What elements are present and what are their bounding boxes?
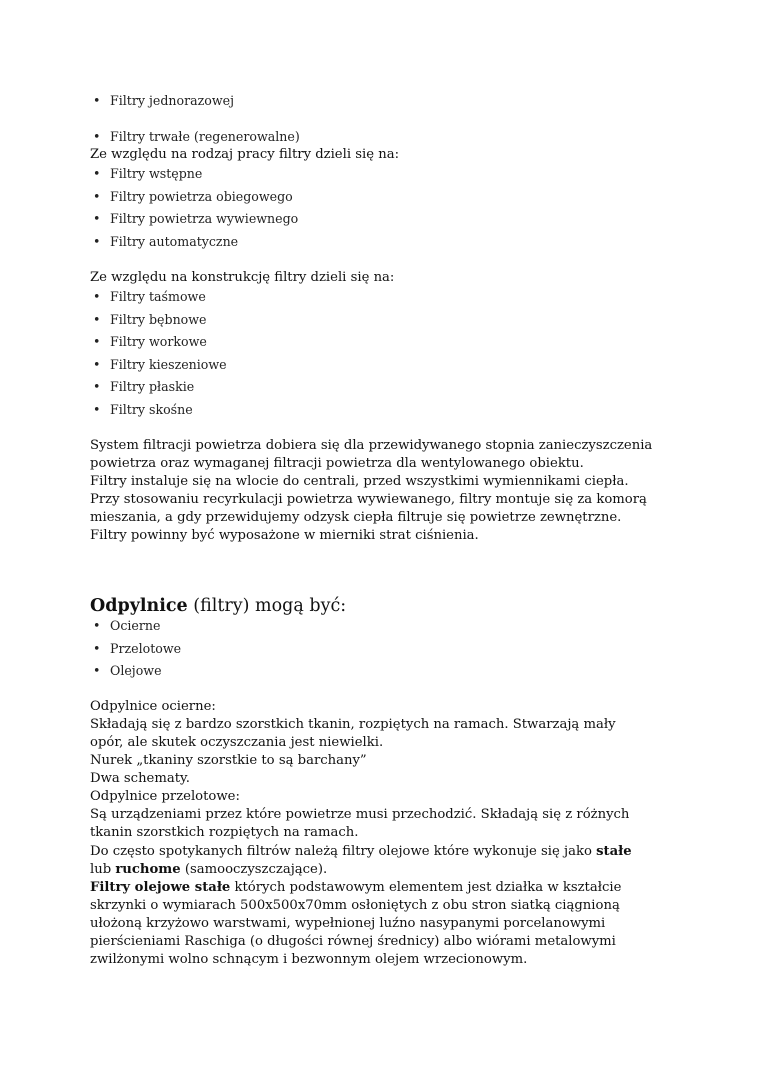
list-item [93, 288, 206, 306]
list-item-text: Filtry powietrza obiegowego [110, 189, 293, 204]
section-heading-rest: (filtry) mogą być: [187, 596, 347, 616]
bullet-icon: • [93, 289, 101, 304]
text-run: (samooczyszczające). [180, 862, 328, 877]
list-item [93, 311, 207, 329]
paragraph-line: Filtry powinny być wyposażone w mierniki strat ciśnienia. [90, 528, 479, 543]
paragraph-line: powietrza oraz wymaganej filtracji powietrza dla wentylowanego obiektu. [90, 456, 584, 471]
paragraph-line: Przy stosowaniu recyrkulacji powietrza wywiewanego, filtry montuje się za komorą [90, 492, 647, 507]
paragraph-line: Filtry instaluje się na wlocie do centrali, przed wszystkimi wymiennikami ciepła. [90, 474, 629, 489]
bullet-icon: • [93, 211, 101, 226]
paragraph-line [90, 843, 632, 861]
bullet-icon: • [93, 312, 101, 327]
paragraph-line: Odpylnice przelotowe: [90, 789, 240, 804]
list-item [93, 210, 298, 228]
list-item [93, 401, 193, 419]
list-item [93, 233, 238, 251]
bullet-icon: • [93, 379, 101, 394]
list-item-text: Filtry taśmowe [110, 289, 206, 304]
list-item [93, 128, 300, 146]
section-heading [90, 595, 346, 617]
list-item [93, 165, 202, 183]
list-item-text: Filtry automatyczne [110, 234, 239, 249]
paragraph-line: Składają się z bardzo szorstkich tkanin, rozpiętych na ramach. Stwarzają mały [90, 717, 616, 732]
section-heading-bold: Odpylnice [90, 596, 188, 616]
list-item-text: Ocierne [110, 618, 161, 633]
list-item-text: Filtry skośne [110, 402, 193, 417]
list-item-text: Filtry płaskie [110, 379, 195, 394]
paragraph-line [90, 879, 621, 897]
list-item-text: Filtry workowe [110, 334, 207, 349]
paragraph-line [90, 861, 327, 879]
paragraph-line: mieszania, a gdy przewidujemy odzysk ciepła filtruje się powietrze zewnętrzne. [90, 510, 622, 525]
list-item-text: Filtry wstępne [110, 166, 203, 181]
list-item [93, 640, 181, 658]
text-run: których podstawowym elementem jest działka w kształcie [230, 880, 622, 895]
bold-text-run: Filtry olejowe stałe [90, 880, 231, 895]
bullet-icon: • [93, 93, 101, 108]
list-item-text: Przelotowe [110, 641, 182, 656]
list-item [93, 188, 293, 206]
list-item [93, 92, 234, 110]
list-item-text: Filtry bębnowe [110, 312, 207, 327]
paragraph-line: opór, ale skutek oczyszczania jest niewielki. [90, 735, 384, 750]
bold-text-run: ruchome [115, 862, 181, 877]
bullet-icon: • [93, 641, 101, 656]
bold-text-run: stałe [596, 844, 632, 859]
list-item-text: Filtry jednorazowej [110, 93, 234, 108]
list-item [93, 333, 207, 351]
paragraph-line: pierścieniami Raschiga (o długości równej średnicy) albo wiórami metalowymi [90, 934, 616, 949]
text-run: Do często spotykanych filtrów należą filtry olejowe które wykonuje się jako [90, 844, 597, 859]
list-item [93, 662, 162, 680]
work-type-intro: Ze względu na rodzaj pracy filtry dzieli się na: [90, 147, 400, 162]
paragraph-line: zwilżonymi wolno schnącym i bezwonnym olejem wrzecionowym. [90, 952, 528, 967]
list-item-text: Filtry kieszeniowe [110, 357, 227, 372]
construction-intro: Ze względu na konstrukcję filtry dzieli się na: [90, 270, 395, 285]
paragraph-line: Są urządzeniami przez które powietrze musi przechodzić. Składają się z różnych [90, 807, 630, 822]
paragraph-line: skrzynki o wymiarach 500x500x70mm osłoniętych z obu stron siatką ciągnioną [90, 898, 620, 913]
bullet-icon: • [93, 663, 101, 678]
text-run: lub [90, 862, 116, 877]
list-item-text: Olejowe [110, 663, 162, 678]
bullet-icon: • [93, 618, 101, 633]
list-item [93, 378, 194, 396]
paragraph-line: Odpylnice ocierne: [90, 699, 216, 714]
list-item [93, 617, 160, 635]
bullet-icon: • [93, 402, 101, 417]
bullet-icon: • [93, 334, 101, 349]
paragraph-line: System filtracji powietrza dobiera się dla przewidywanego stopnia zanieczyszczenia [90, 438, 653, 453]
list-item-text: Filtry powietrza wywiewnego [110, 211, 299, 226]
bullet-icon: • [93, 129, 101, 144]
paragraph-line: tkanin szorstkich rozpiętych na ramach. [90, 825, 359, 840]
list-item [93, 356, 227, 374]
bullet-icon: • [93, 166, 101, 181]
bullet-icon: • [93, 234, 101, 249]
paragraph-line: Nurek „tkaniny szorstkie to są barchany” [90, 753, 367, 768]
bullet-icon: • [93, 189, 101, 204]
paragraph-line: Dwa schematy. [90, 771, 190, 786]
list-item-text: Filtry trwałe (regenerowalne) [110, 129, 300, 144]
paragraph-line: ułożoną krzyżowo warstwami, wypełnionej luźno nasypanymi porcelanowymi [90, 916, 606, 931]
bullet-icon: • [93, 357, 101, 372]
